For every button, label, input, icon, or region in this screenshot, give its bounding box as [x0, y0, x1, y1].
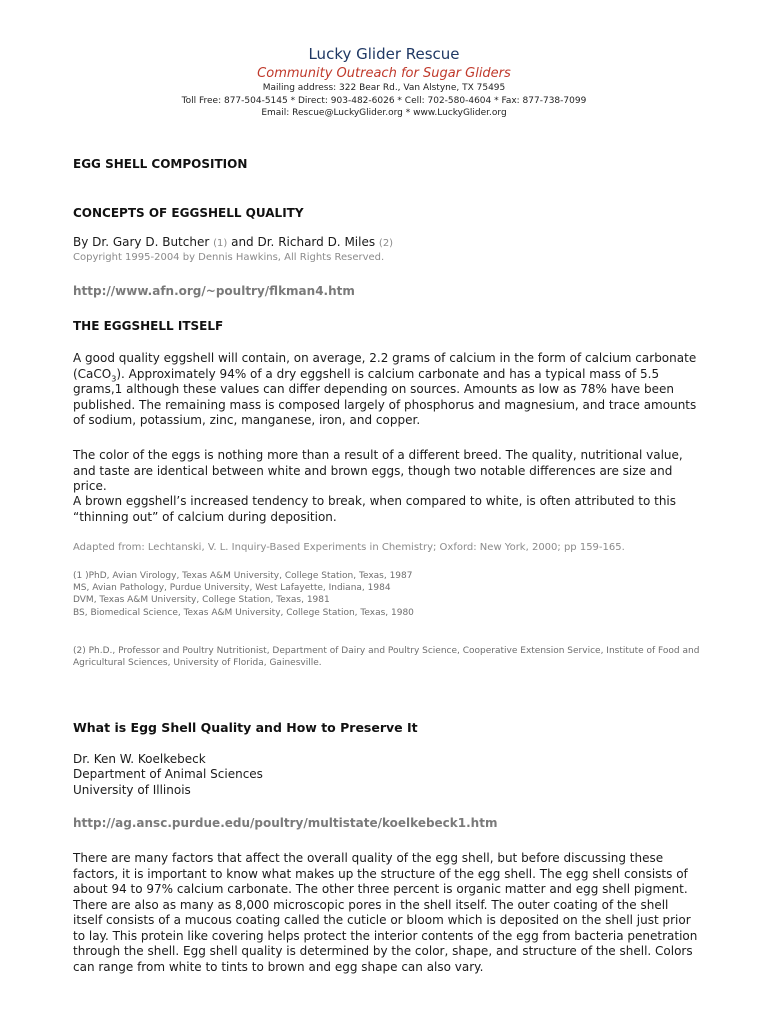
footnote-ref-1[interactable]: (1)	[213, 238, 228, 249]
paragraph-shell-structure: There are many factors that affect the overall quality of the egg shell, but before discussing these factors, it is important to know what makes up the structure of the egg shell. The egg shell consists of about 94 to 97% calcium carbonate. The other three percent is organic matter and egg shell pigment. There are also as many as 8,000 microscopic pores in the shell itself. The outer coating of the shell itself consists of a mucous coating called the cuticle or bloom which is deposited on the shell just prior to lay. This protein like covering helps protect the interior contents of the egg from bacteria penetration through the shell. Egg shell quality is determined by the color, shape, and structure of the shell. Colors can range from white to tints to brown and egg shape can also vary.	[73, 851, 698, 974]
mailing-address: Mailing address: 322 Bear Rd., Van Alstyne, TX 75495	[262, 83, 506, 93]
paragraph-color: The color of the eggs is nothing more than a result of a different breed. The quality, nutritional value, and taste are identical between white and brown eggs, though two notable differences are size and price.	[73, 448, 683, 493]
paragraph-calcium: A good quality eggshell will contain, on average, 2.2 grams of calcium in the form of calcium carbonate (CaCO$_3$). Approximately 94% of a dry eggshell is calcium carbonate and has a typical mass of 5.5 grams,1 although these values can differ depending on sources. Amounts as low as 78% have been published. The remaining mass is composed largely of phosphorus and magnesium, and trace amounts of sodium, potassium, zinc, manganese, iron, and copper.	[73, 351, 697, 427]
author-name: Dr. Ken W. Koelkebeck	[73, 752, 206, 766]
byline-author-1: By Dr. Gary D. Butcher	[73, 235, 214, 249]
footnote-2: (2) Ph.D., Professor and Poultry Nutritionist, Department of Dairy and Poultry Science, Cooperative Extension Service, Institute of Food and Agricultural Sciences, University of Florida, Gainesville.	[73, 646, 700, 669]
adapted-source: Adapted from: Lechtanski, V. L. Inquiry-Based Experiments in Chemistry; Oxford: New York, 2000; pp 159-165.	[73, 542, 625, 553]
section-title: EGG SHELL COMPOSITION	[73, 157, 248, 171]
footnote-1-line: DVM, Texas A&M University, College Station, Texas, 1981	[73, 595, 330, 606]
org-name: Lucky Glider Rescue	[308, 45, 460, 63]
footnote-1-line: BS, Biomedical Science, Texas A&M University, College Station, Texas, 1980	[73, 607, 414, 618]
article-2-title: What is Egg Shell Quality and How to Preserve It	[73, 720, 418, 735]
footnote-1-line: (1 )PhD, Avian Virology, Texas A&M University, College Station, Texas, 1987	[73, 571, 413, 581]
article-2-link[interactable]: http://ag.ansc.purdue.edu/poultry/multistate/koelkebeck1.htm	[73, 816, 498, 830]
byline	[73, 235, 393, 252]
email-line: Email: Rescue@LuckyGlider.org * www.LuckyGlider.org	[261, 108, 507, 118]
source-link[interactable]: http://www.afn.org/~poultry/flkman4.htm	[73, 284, 355, 298]
author-university: University of Illinois	[73, 783, 191, 797]
subsection-title: THE EGGSHELL ITSELF	[73, 319, 224, 333]
org-tagline: Community Outreach for Sugar Gliders	[257, 66, 511, 81]
article-title: CONCEPTS OF EGGSHELL QUALITY	[73, 206, 304, 220]
footnote-1	[73, 570, 698, 619]
footnote-ref-2[interactable]: (2)	[378, 238, 394, 249]
byline-author-2: and Dr. Richard D. Miles	[227, 235, 379, 249]
author-department: Department of Animal Sciences	[73, 767, 263, 781]
paragraph-brown-eggshell: A brown eggshell’s increased tendency to break, when compared to white, is often attributed to this “thinning out” of calcium during deposition.	[73, 494, 677, 524]
copyright-notice: Copyright 1995-2004 by Dennis Hawkins, All Rights Reserved.	[73, 252, 385, 263]
phone-numbers: Toll Free: 877-504-5145 * Direct: 903-482-6026 * Cell: 702-580-4604 * Fax: 877-738-7099	[181, 96, 587, 106]
footnote-1-line: MS, Avian Pathology, Purdue University, West Lafayette, Indiana, 1984	[73, 583, 391, 594]
